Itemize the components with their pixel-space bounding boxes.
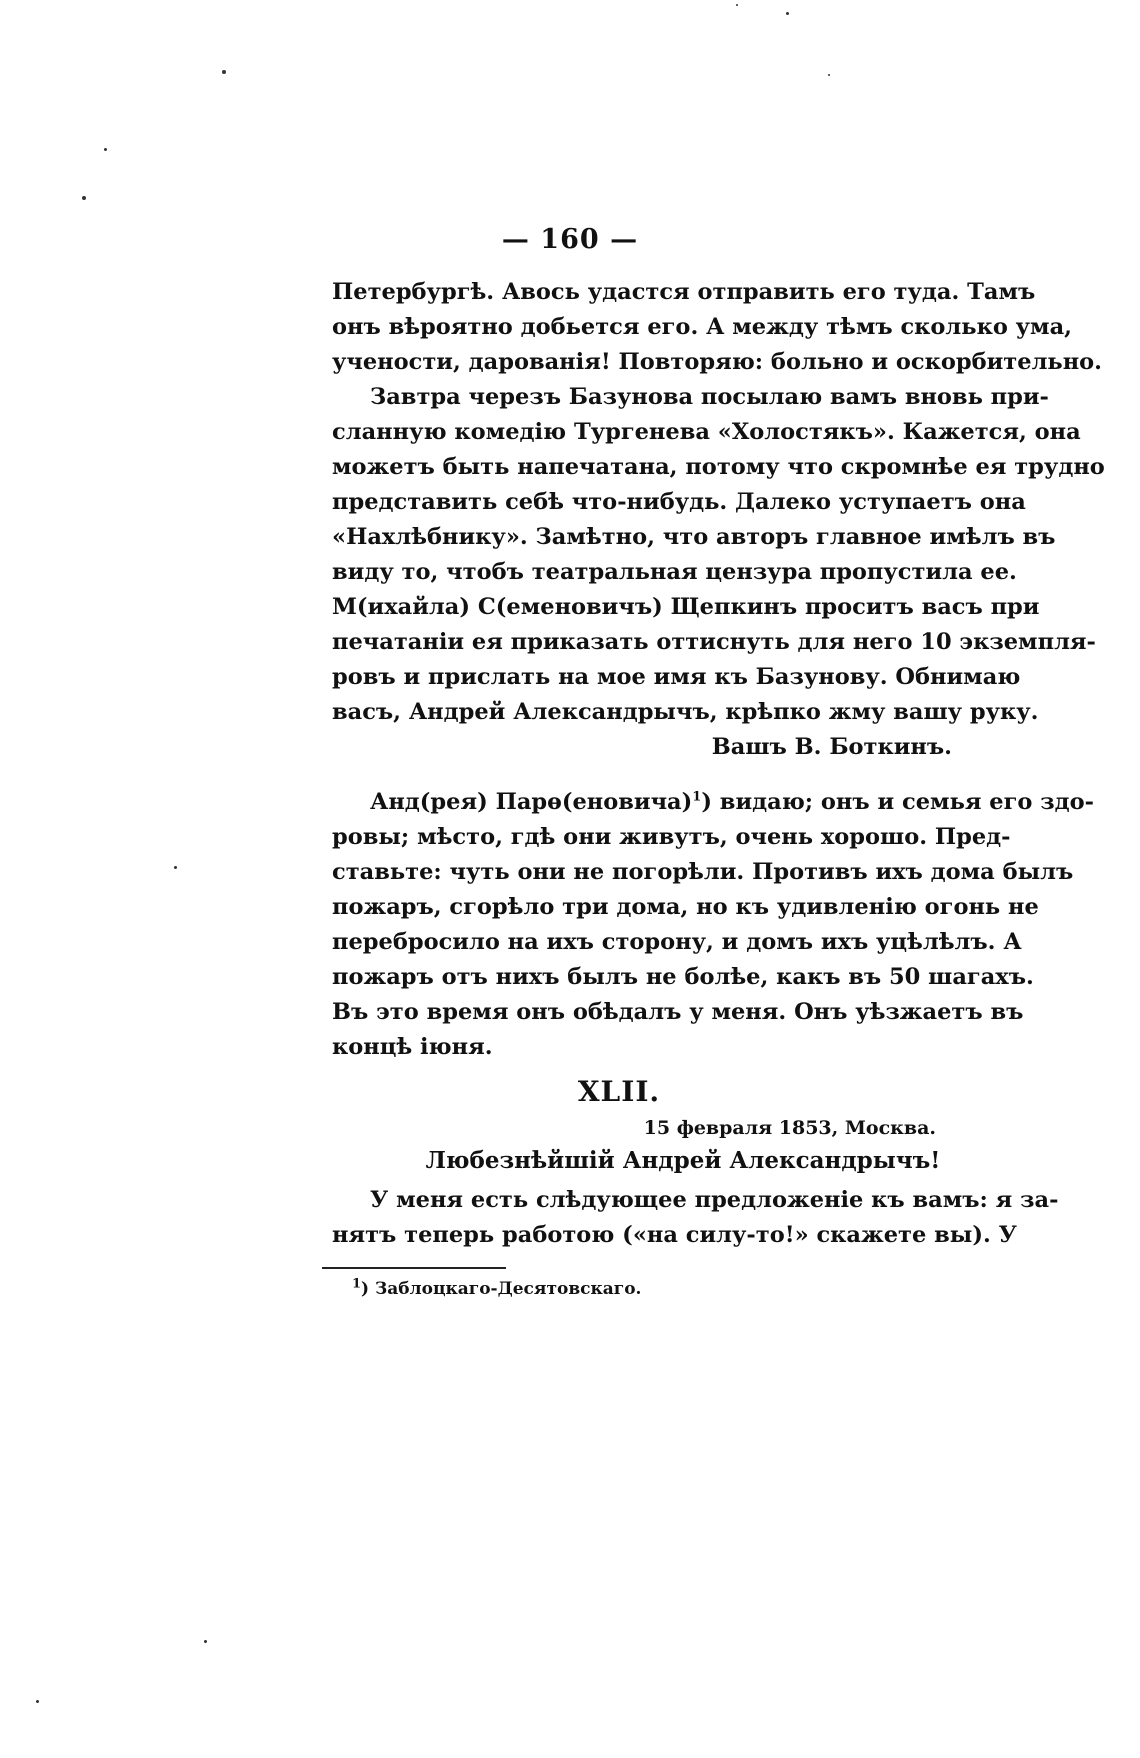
text-line: М(ихайла) С(еменовичъ) Щепкинъ проситъ васъ при bbox=[332, 594, 1040, 620]
text-line: онъ вѣроятно добьется его. А между тѣмъ сколько ума, bbox=[332, 314, 1073, 340]
text-line: печатаніи ея приказать оттиснуть для него 10 экземпля- bbox=[332, 629, 1096, 655]
text-line: Въ это время онъ обѣдалъ у меня. Онъ уѣзжаетъ въ bbox=[332, 999, 1024, 1025]
text-line: нятъ теперь работою («на силу-то!» скажете вы). У bbox=[332, 1222, 1017, 1248]
text-line: васъ, Андрей Александрычъ, крѣпко жму вашу руку. bbox=[332, 699, 1039, 725]
text-line: перебросило на ихъ сторону, и домъ ихъ уцѣлѣлъ. А bbox=[332, 929, 1022, 955]
footnote-mark: 1 bbox=[352, 1276, 362, 1292]
text-line: «Нахлѣбнику». Замѣтно, что авторъ главное имѣлъ въ bbox=[332, 524, 1056, 550]
postscript-first-rest: ) видаю; онъ и семья его здо- bbox=[701, 789, 1094, 815]
text-line: представить себѣ что-нибудь. Далеко уступаетъ она bbox=[332, 489, 1026, 515]
text-line: сланную комедію Тургенева «Холостякъ». Кажется, она bbox=[332, 419, 1081, 445]
text-line: Завтра черезъ Базунова посылаю вамъ вновь при- bbox=[370, 384, 1049, 410]
scan-speck bbox=[82, 196, 86, 200]
text-line bbox=[332, 785, 1094, 820]
scan-speck bbox=[36, 1700, 39, 1703]
text-line: виду то, чтобъ театральная цензура пропустила ее. bbox=[332, 559, 1017, 585]
scan-speck bbox=[204, 1640, 207, 1643]
text-line: пожаръ, сгорѣло три дома, но къ удивленію огонь не bbox=[332, 894, 1039, 920]
text-line: концѣ іюня. bbox=[332, 1034, 493, 1060]
footnote-text: ) Заблоцкаго-Десятовскаго. bbox=[361, 1279, 642, 1299]
footnote-reference: 1 bbox=[692, 789, 702, 805]
scan-speck bbox=[828, 74, 830, 76]
scan-speck bbox=[786, 12, 789, 15]
footnote-divider bbox=[322, 1267, 506, 1269]
text-line: ровы; мѣсто, гдѣ они живутъ, очень хорошо. Пред- bbox=[332, 824, 1011, 850]
scan-speck bbox=[104, 148, 107, 151]
postscript bbox=[332, 785, 1094, 1065]
text-line: учености, дарованія! Повторяю: больно и оскорбительно. bbox=[332, 349, 1103, 375]
scan-speck bbox=[222, 70, 226, 74]
postscript-name: Анд(рея) Парѳ(еновича) bbox=[370, 789, 693, 815]
text-line: ставьте: чуть они не погорѣли. Противъ ихъ дома былъ bbox=[332, 859, 1074, 885]
text-line: можетъ быть напечатана, потому что скромнѣе ея трудно bbox=[332, 454, 1105, 480]
text-line: Петербургѣ. Авось удастся отправить его туда. Тамъ bbox=[332, 279, 1036, 305]
page-number: — 160 — bbox=[501, 224, 639, 255]
scan-speck bbox=[174, 866, 177, 869]
signature: Вашъ В. Боткинъ. bbox=[711, 734, 952, 760]
letter-continuation bbox=[332, 275, 1105, 765]
text-line: пожаръ отъ нихъ былъ не болѣе, какъ въ 50 шагахъ. bbox=[332, 964, 1034, 990]
letter-dateline: 15 февраля 1853, Москва. bbox=[643, 1117, 936, 1139]
footnote bbox=[352, 1276, 642, 1299]
scan-speck bbox=[736, 4, 738, 6]
letter-salutation: Любезнѣйшій Андрей Александрычъ! bbox=[425, 1147, 941, 1174]
letter-number: XLII. bbox=[577, 1075, 661, 1108]
text-line: ровъ и прислать на мое имя къ Базунову. Обнимаю bbox=[332, 664, 1021, 690]
letter-body bbox=[332, 1183, 1059, 1253]
text-line: У меня есть слѣдующее предложеніе къ вамъ: я за- bbox=[370, 1187, 1059, 1213]
